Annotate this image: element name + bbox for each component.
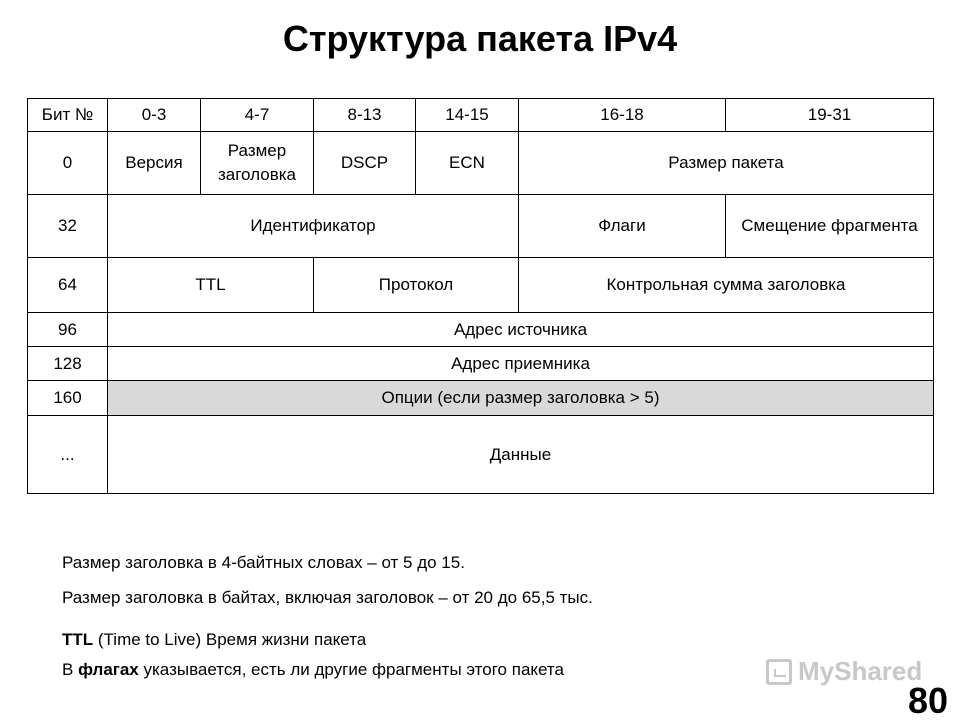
cell-flags: Флаги <box>519 195 726 258</box>
note-ttl <box>62 630 366 650</box>
cell-source-address: Адрес источника <box>108 313 934 347</box>
cell-header-length: Размер заголовка <box>201 132 314 195</box>
header-19-31: 19-31 <box>726 99 934 132</box>
row-offset: ... <box>28 416 108 494</box>
watermark-logo <box>766 656 922 687</box>
table-row <box>28 416 934 494</box>
note-flags-term: флагах <box>78 660 139 679</box>
ipv4-structure-table <box>27 98 934 494</box>
note-ttl-text: (Time to Live) Время жизни пакета <box>93 630 367 649</box>
note-flags-prefix: В <box>62 660 79 679</box>
cell-identification: Идентификатор <box>108 195 519 258</box>
cell-dscp: DSCP <box>314 132 416 195</box>
table-row <box>28 313 934 347</box>
cell-ttl: TTL <box>108 258 314 313</box>
header-14-15: 14-15 <box>416 99 519 132</box>
cell-options: Опции (если размер заголовка > 5) <box>108 381 934 416</box>
table-row <box>28 132 934 195</box>
table-row <box>28 195 934 258</box>
cell-fragment-offset: Смещение фрагмента <box>726 195 934 258</box>
row-offset: 32 <box>28 195 108 258</box>
page-title: Структура пакета IPv4 <box>282 18 678 59</box>
cell-destination-address: Адрес приемника <box>108 347 934 381</box>
table-row <box>28 347 934 381</box>
table-row <box>28 381 934 416</box>
cell-ecn: ECN <box>416 132 519 195</box>
cell-checksum: Контрольная сумма заголовка <box>519 258 934 313</box>
table-row <box>28 258 934 313</box>
note-ttl-term: TTL <box>62 630 94 649</box>
note-flags <box>62 660 564 680</box>
header-bit: Бит № <box>28 99 108 132</box>
header-0-3: 0-3 <box>108 99 201 132</box>
note-header-size-words: Размер заголовка в 4-байтных словах – от 5 до 15. <box>62 553 465 572</box>
watermark-text: MyShared <box>798 656 923 686</box>
row-offset: 128 <box>28 347 108 381</box>
cell-protocol: Протокол <box>314 258 519 313</box>
cell-data: Данные <box>108 416 934 494</box>
cell-total-length: Размер пакета <box>519 132 934 195</box>
page-number: 80 <box>907 680 948 721</box>
table-header-row <box>28 99 934 132</box>
note-flags-text: указывается, есть ли другие фрагменты этого пакета <box>138 660 564 679</box>
note-header-size-bytes: Размер заголовка в байтах, включая заголовок – от 20 до 65,5 тыс. <box>62 588 593 607</box>
row-offset: 96 <box>28 313 108 347</box>
header-4-7: 4-7 <box>201 99 314 132</box>
header-8-13: 8-13 <box>314 99 416 132</box>
presentation-icon <box>766 659 792 685</box>
header-16-18: 16-18 <box>519 99 726 132</box>
cell-version: Версия <box>108 132 201 195</box>
row-offset: 0 <box>28 132 108 195</box>
row-offset: 64 <box>28 258 108 313</box>
row-offset: 160 <box>28 381 108 416</box>
